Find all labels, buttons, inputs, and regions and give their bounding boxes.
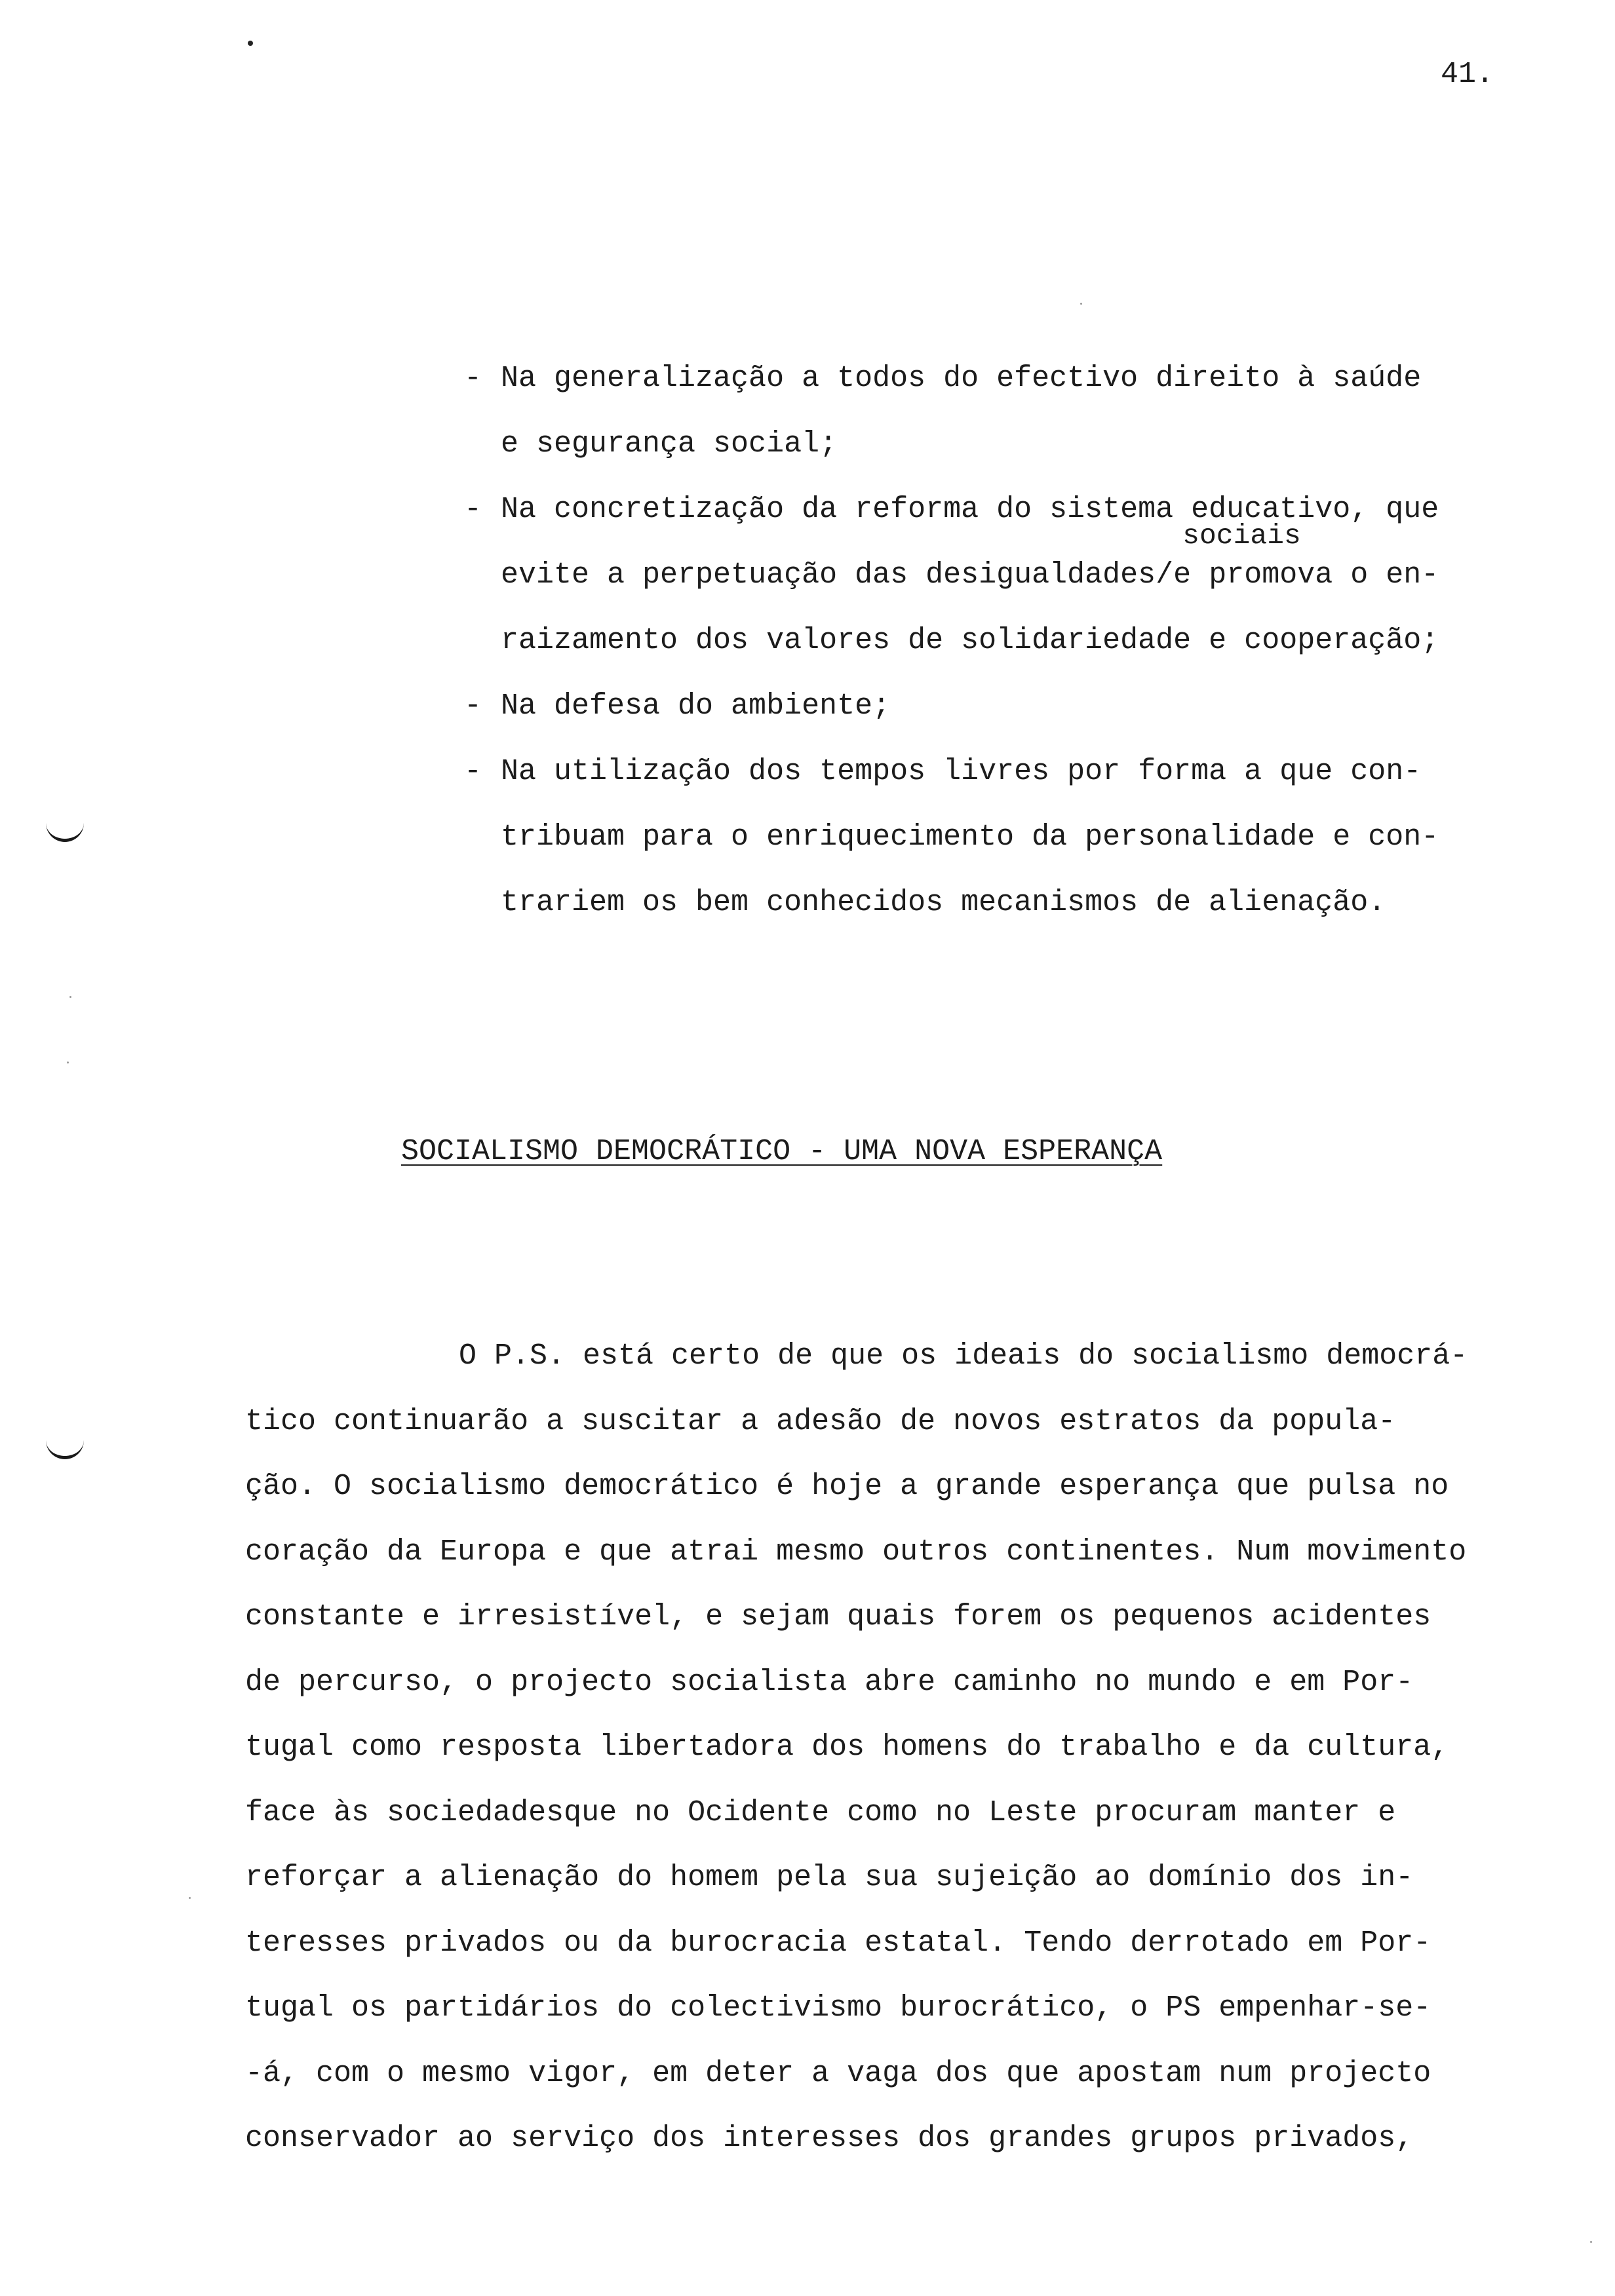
bullet-line: Na generalização a todos do efectivo direito à saúde (501, 362, 1422, 395)
paragraph-line: ção. O socialismo democrático é hoje a grande esperança que pulsa no (245, 1470, 1449, 1503)
scan-dot (67, 1062, 69, 1063)
paragraph-line: tugal os partidários do colectivismo burocrático, o PS empenhar-se- (245, 1991, 1431, 2025)
bullet-item (464, 674, 1552, 739)
paragraph-line: -á, com o mesmo vigor, em deter a vaga dos que apostam num projecto (245, 2056, 1431, 2090)
bullet-line: Na utilização dos tempos livres por forma a que con- (501, 755, 1422, 788)
paragraph-line: teresses privados ou da burocracia estatal. Tendo derrotado em Por- (245, 1926, 1431, 1960)
bullet-item (464, 477, 1552, 674)
ink-speck (248, 41, 253, 46)
handwritten-insertion (1173, 520, 1301, 608)
scan-dot (189, 1897, 191, 1899)
scan-dot (69, 996, 71, 998)
scan-dot (1080, 303, 1082, 305)
bullet-item (464, 346, 1552, 477)
bullet-line: e segurança social; (501, 427, 838, 461)
bullet-item (464, 739, 1552, 936)
paragraph-line: reforçar a alienação do homem pela sua sujeição ao domínio dos in- (245, 1861, 1414, 1894)
inserted-word: sociais (1182, 520, 1301, 552)
paragraph-line: tugal como resposta libertadora dos homens do trabalho e da cultura, (245, 1731, 1449, 1764)
paragraph-line: O P.S. está certo de que os ideais do socialismo democrá- (459, 1339, 1468, 1373)
edit-text-after: promova o en- (1191, 558, 1439, 592)
paragraph-line: coração da Europa e que atrai mesmo outros continentes. Num movimento (245, 1535, 1467, 1569)
paragraph-line: de percurso, o projecto socialista abre caminho no mundo e em Por- (245, 1665, 1414, 1699)
scan-dot (1590, 2241, 1592, 2243)
section-heading: SOCIALISMO DEMOCRÁTICO - UMA NOVA ESPERANÇA (401, 1135, 1163, 1168)
bullet-dash: - (464, 493, 482, 526)
bullet-line-edited (501, 520, 1552, 608)
bullet-line: trariem os bem conhecidos mecanismos de alienação. (501, 886, 1386, 919)
margin-bracket-mark (46, 819, 84, 842)
bullet-list (464, 346, 1552, 936)
bullet-dash: - (464, 362, 482, 395)
margin-bracket-mark (46, 1436, 84, 1459)
bullet-line: raizamento dos valores de solidariedade e cooperação; (501, 624, 1439, 657)
bullet-line: tribuam para o enriquecimento da personalidade e con- (501, 820, 1439, 854)
paragraph-line: conservador ao serviço dos interesses dos grandes grupos privados, (245, 2122, 1414, 2155)
bullet-dash: - (464, 755, 482, 788)
edit-text-before: evite a perpetuação das desigualdades/ (501, 558, 1174, 592)
page-number: 41. (1441, 58, 1494, 91)
bullet-dash: - (464, 689, 482, 723)
bullet-line: Na defesa do ambiente; (501, 689, 891, 723)
bullet-line: Na concretização da reforma do sistema educativo, que (501, 493, 1439, 526)
paragraph-line: tico continuarão a suscitar a adesão de novos estratos da popula- (245, 1404, 1396, 1438)
paragraph-line: face às sociedadesque no Ocidente como no Leste procuram manter e (245, 1795, 1396, 1829)
body-paragraph (245, 1324, 1595, 2172)
paragraph-line: constante e irresistível, e sejam quais forem os pequenos acidentes (245, 1600, 1431, 1634)
struck-letter: e (1173, 558, 1192, 592)
